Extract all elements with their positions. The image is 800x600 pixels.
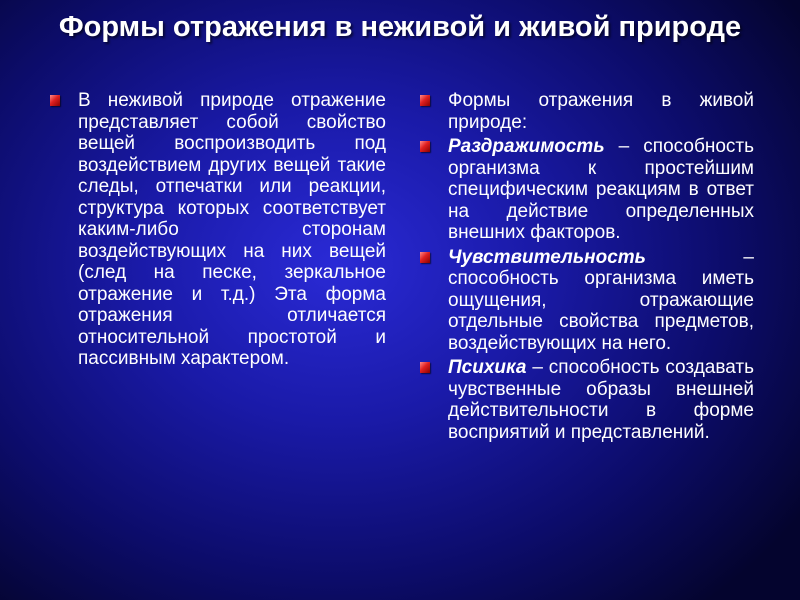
item-text: Формы отражения в живой природе: (448, 90, 754, 133)
item-text: В неживой природе отражение представляет собой свойство вещей воспроизводить под воздействием других вещей такие следы, отпечатки или реакции, структура которых соответствует каким-либо сторонам воздействующих на них вещей (след на песке, зеркальное отражение и т.д.) Эта форма отражения отличается относительной простотой и пассивным характером. (78, 90, 386, 369)
red-square-bullet-icon (420, 95, 430, 106)
term-label: Психика (448, 357, 527, 378)
red-square-bullet-icon (420, 141, 430, 152)
item-text: – способность организма иметь ощущения, отражающие отдельные свойства предметов, воздействующих на него. (448, 246, 754, 354)
list-item (416, 247, 754, 355)
slide-title: Формы отражения в неживой и живой природе (58, 11, 742, 43)
list-item (416, 136, 754, 244)
list-item (46, 90, 386, 370)
item-text: – способность организма к простейшим специфическим реакциям в ответ на действие определенных внешних факторов. (448, 136, 754, 243)
left-column (46, 90, 386, 370)
red-square-bullet-icon (50, 95, 60, 106)
item-text: – способность создавать чувственные образы внешней действительности в форме восприятий и представлений. (448, 357, 754, 443)
right-column (416, 90, 754, 443)
red-square-bullet-icon (420, 362, 430, 373)
list-item (416, 357, 754, 443)
term-label: Раздражимость (448, 136, 605, 157)
list-item (416, 90, 754, 133)
term-label: Чувствительность (448, 246, 646, 268)
red-square-bullet-icon (420, 252, 430, 263)
